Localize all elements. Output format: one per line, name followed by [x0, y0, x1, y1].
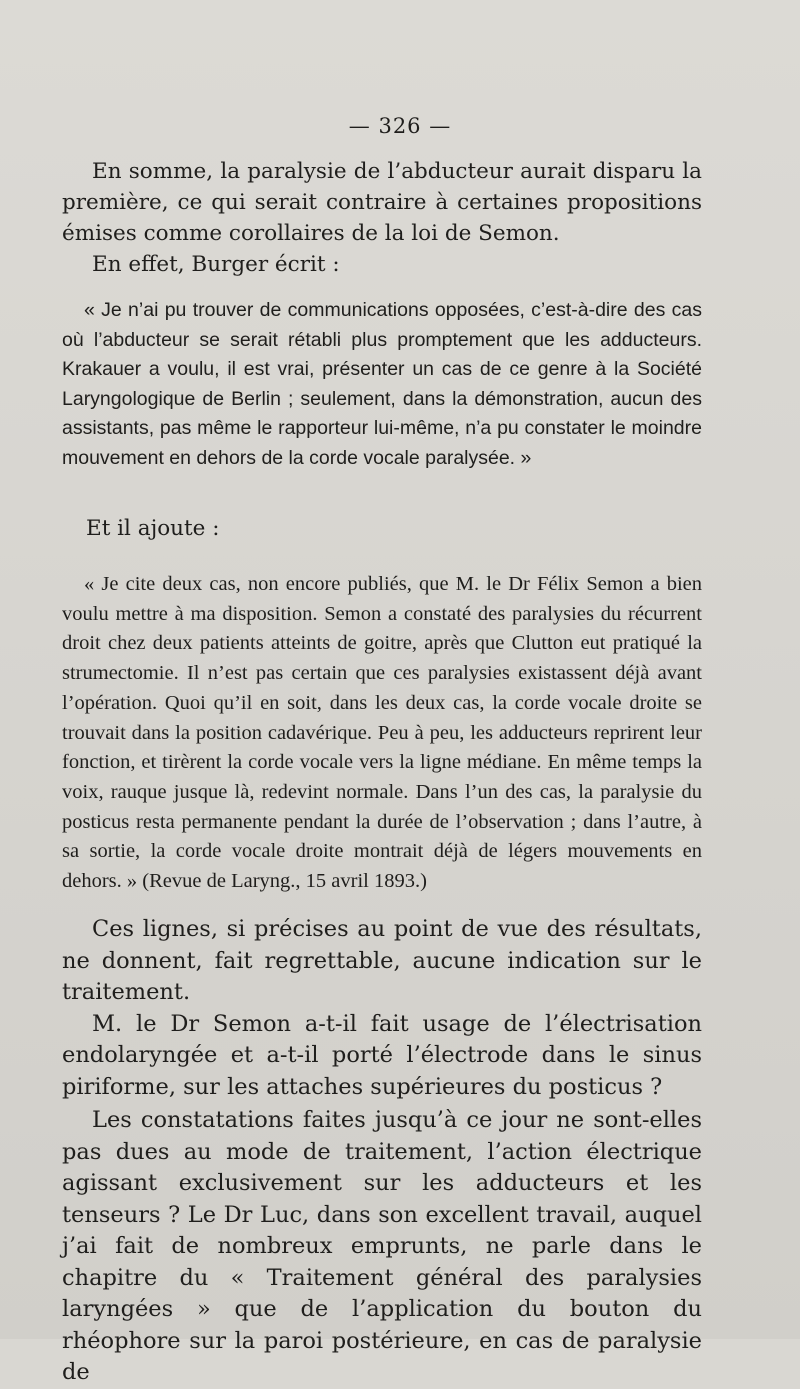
paragraph-5: Les constatations faites jusqu’à ce jour ne sont-elles pas dues au mode de traitement, l’action électrique agissant exclusivement sur les adducteurs et les tenseurs ? Le Dr Luc, dans son excellent travail, auquel j’ai fait de nombreux emprunts, ne parle dans le chapitre du « Traitement général des paralysies laryngées » que de l’application du bouton du rhéophore sur la paroi postérieure, en cas de paralysie de	[62, 1107, 702, 1385]
paragraph-2: En effet, Burger écrit :	[92, 252, 340, 277]
page-number: — 326 —	[348, 114, 452, 138]
intro-section	[62, 156, 702, 280]
paragraph-1: En somme, la paralysie de l’abducteur aurait disparu la première, ce qui serait contraire à certaines propositions émises comme corollaires de la loi de Semon.	[62, 159, 702, 246]
quote-2-section	[62, 570, 702, 897]
paragraph-3: Ces lignes, si précises au point de vue des résultats, ne donnent, fait regrettable, aucune indication sur le traitement.	[62, 916, 702, 1005]
paragraph-4: M. le Dr Semon a-t-il fait usage de l’électrisation endolaryngée et a-t-il porté l’électrode dans le sinus piriforme, sur les attaches supérieures du posticus ?	[62, 1010, 702, 1100]
closing-section	[62, 914, 702, 1389]
quote-1: « Je n’ai pu trouver de communications opposées, c’est-à-dire des cas où l’abducteur se serait rétabli plus promptement que les adducteurs. Krakauer a voulu, il est vrai, présenter un cas de ce genre à la Société Laryngologique de Berlin ; seulement, dans la démonstration, aucun des assistants, pas même le rapporteur lui-même, n’a pu constater le moindre mouvement en dehors de la corde vocale paralysée. »	[62, 299, 702, 469]
heading-section	[62, 516, 702, 541]
quote-1-section	[62, 296, 702, 473]
section-heading: Et il ajoute :	[86, 516, 220, 541]
quote-2: « Je cite deux cas, non encore publiés, que M. le Dr Félix Semon a bien voulu mettre à ma disposition. Semon a constaté des paralysies du récurrent droit chez deux patients atteints de goitre, après que Clutton eut pratiqué la strumectomie. Il n’est pas certain que ces paralysies existassent déjà avant l’opération. Quoi qu’il en soit, dans les deux cas, la corde vocale droite se trouvait dans la position cadavérique. Peu à peu, les adducteurs reprirent leur fonction, et tirèrent la corde vocale vers la ligne médiane. En même temps la voix, rauque jusque là, redevint normale. Dans l’un des cas, la paralysie du posticus resta permanente pendant la durée de l’observation ; dans l’autre, à sa sortie, la corde vocale droite montrait déjà de légers mouvements en dehors. » (Revue de Laryng., 15 avril 1893.)	[62, 573, 702, 893]
